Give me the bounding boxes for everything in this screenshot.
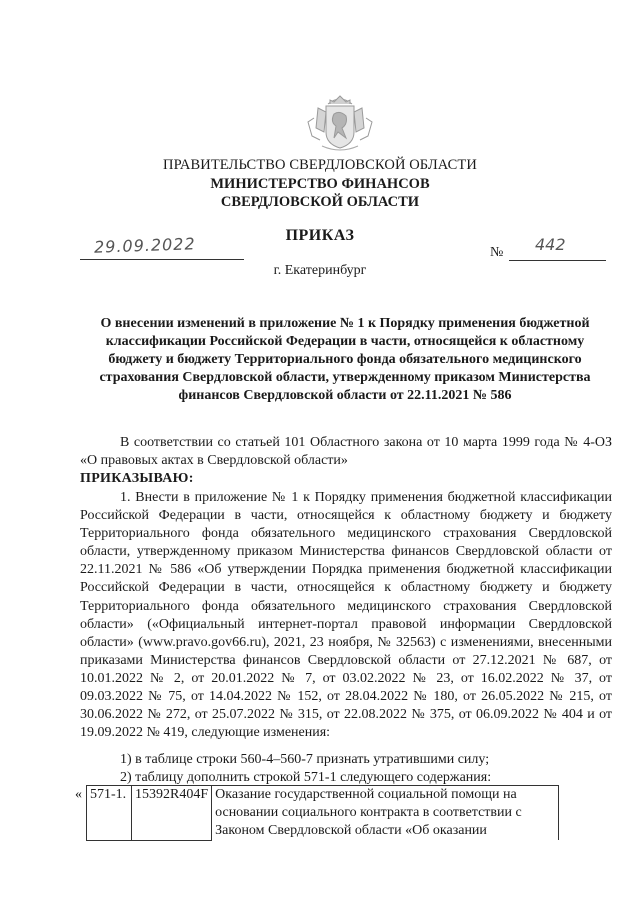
insertion-table	[75, 785, 559, 841]
intro-paragraph: В соответствии со статьей 101 Областного закона от 10 марта 1999 года № 4-ОЗ «О правовых актах в Свердловской области»	[80, 435, 612, 469]
description-cell: Оказание государственной социальной помощи на основании социального контракта в соответствии с Законом Свердловской области «Об оказании	[212, 786, 559, 841]
row-number-cell: 571-1.	[87, 786, 132, 841]
document-type: ПРИКАЗ	[285, 227, 355, 244]
order-keyword: ПРИКАЗЫВАЮ:	[80, 471, 194, 486]
date-underline	[80, 259, 244, 260]
sub-item-2: 2) таблицу дополнить строкой 571-1 следующего содержания:	[120, 770, 492, 785]
city: г. Екатеринбург	[273, 263, 367, 278]
region-name: СВЕРДЛОВСКОЙ ОБЛАСТИ	[220, 194, 420, 210]
sub-item-1: 1) в таблице строки 560-4–560-7 признать утратившими силу;	[120, 752, 490, 767]
item-1-paragraph: 1. Внести в приложение № 1 к Порядку применения бюджетной классификации Российской Федерации в части, относящейся к областному бюджету и бюджету Территориального фонда обязательного медицинского страхования Свердловской области, утвержденному приказом Министерства финансов Свердловской области от 22.11.2021 № 586 «Об утверждении Порядка применения бюджетной классификации Российской Федерации в части, относящейся к областному бюджету и бюджету Территориального фонда обязательного медицинского страхования Свердловской области» («Официальный интернет-портал правовой информации Свердловской области» (www.pravo.gov66.ru), 2021, 23 ноября, № 32563) с изменениями, внесенными приказами Министерства финансов Свердловской области от 27.12.2021 № 687, от 10.01.2022 № 2, от 20.01.2022 № 7, от 03.02.2022 № 23, от 16.02.2022 № 37, от 09.03.2022 № 75, от 14.04.2022 № 152, от 28.04.2022 № 180, от 26.05.2022 № 215, от 30.06.2022 № 272, от 25.07.2022 № 315, от 22.08.2022 № 375, от 06.09.2022 № 404 и от 19.09.2022 № 419, следующие изменения:	[80, 490, 612, 741]
number-underline	[509, 260, 606, 261]
coat-of-arms-emblem	[300, 92, 380, 154]
order-title: О внесении изменений в приложение № 1 к Порядку применения бюджетной классификации Российской Федерации в части, относящейся к областному бюджету и бюджету Территориального фонда обязательного медицинского страхования Свердловской области, утвержденному приказом Министерства финансов Свердловской области от 22.11.2021 № 586	[99, 316, 591, 403]
code-cell: 15392R404F	[132, 786, 212, 841]
ministry-name: МИНИСТЕРСТВО ФИНАНСОВ	[210, 176, 430, 192]
number-label: №	[490, 245, 504, 260]
handwritten-date: 29.09.2022	[93, 234, 196, 257]
government-name: ПРАВИТЕЛЬСТВО СВЕРДЛОВСКОЙ ОБЛАСТИ	[163, 157, 477, 173]
handwritten-number: 442	[535, 235, 566, 254]
table-row	[75, 786, 559, 841]
opening-quote: «	[75, 786, 82, 802]
